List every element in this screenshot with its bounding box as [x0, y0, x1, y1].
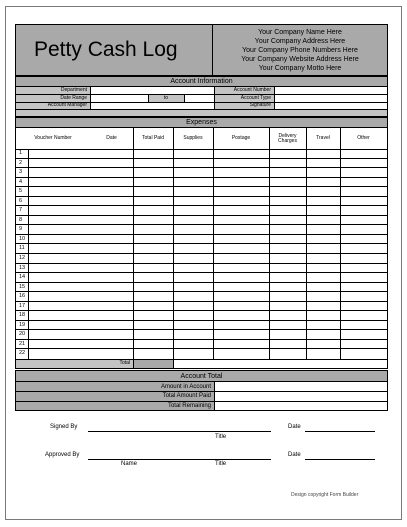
signature-label: Signature	[214, 102, 274, 110]
amount-in-account-label: Amount in Account	[16, 382, 214, 392]
row-number: 18	[19, 312, 26, 319]
title-box	[15, 24, 213, 76]
company-website: Your Company Website Address Here	[241, 55, 359, 63]
total-paid-cell[interactable]	[133, 359, 173, 368]
name-label: Name	[121, 461, 138, 467]
table-row[interactable]	[16, 283, 387, 293]
table-row[interactable]	[16, 273, 387, 283]
row-number: 22	[19, 350, 26, 357]
row-number: 21	[19, 340, 26, 347]
table-row[interactable]	[16, 254, 387, 264]
table-row[interactable]	[16, 216, 387, 226]
col-header-travel: Travel	[316, 135, 330, 141]
row-number: 9	[19, 226, 23, 233]
date-label-1: Date	[288, 424, 301, 430]
date-line-1[interactable]	[305, 431, 375, 432]
row-number: 7	[19, 207, 23, 214]
table-row[interactable]	[16, 168, 387, 178]
table-row[interactable]	[16, 235, 387, 245]
row-number: 4	[19, 178, 23, 185]
approved-by-label: Approved By	[45, 452, 80, 458]
row-number: 10	[19, 235, 26, 242]
page-title: Petty Cash Log	[34, 38, 178, 61]
row-number: 19	[19, 321, 26, 328]
total-amount-paid-label: Total Amount Paid	[16, 392, 214, 402]
row-number: 16	[19, 293, 26, 300]
total-label: Total	[16, 359, 133, 368]
signed-by-label: Signed By	[50, 424, 78, 430]
table-row[interactable]	[16, 292, 387, 302]
company-name: Your Company Name Here	[258, 28, 342, 36]
table-row[interactable]	[16, 321, 387, 331]
date-range-to-label: to	[148, 95, 184, 103]
row-number: 8	[19, 216, 23, 223]
signed-by-line[interactable]	[88, 431, 271, 432]
total-remaining-label: Total Remaining	[16, 401, 214, 410]
table-row[interactable]	[16, 244, 387, 254]
account-total-heading: Account Total	[15, 370, 388, 382]
row-number: 2	[19, 159, 23, 166]
row-number: 11	[19, 245, 25, 252]
company-phone: Your Company Phone Numbers Here	[242, 46, 358, 54]
row-number: 13	[19, 264, 26, 271]
row-number: 20	[19, 331, 26, 338]
row-number: 6	[19, 197, 23, 204]
expenses-heading: Expenses	[15, 117, 388, 128]
date-range-label: Date Range	[16, 95, 90, 103]
department-label: Department	[16, 87, 90, 95]
total-blank	[173, 359, 387, 368]
col-header-voucher-number: Voucher Number	[34, 135, 72, 141]
col-header-supplies: Supplies	[183, 135, 203, 141]
row-number: 15	[19, 283, 26, 290]
table-row[interactable]	[16, 340, 387, 350]
date-line-2[interactable]	[305, 459, 375, 460]
expenses-table	[15, 127, 388, 369]
table-row[interactable]	[16, 206, 387, 216]
table-row[interactable]	[16, 197, 387, 207]
table-row[interactable]	[16, 159, 387, 169]
account-type-label: Account Type	[214, 95, 274, 103]
company-info-box	[212, 24, 388, 76]
table-row[interactable]	[16, 264, 387, 274]
row-number: 14	[19, 274, 26, 281]
row-number: 3	[19, 169, 23, 176]
col-header-total-paid: Total Paid	[142, 135, 164, 141]
account-info-grid	[15, 86, 388, 117]
total-remaining-field[interactable]	[214, 401, 387, 410]
account-manager-label: Account Manager	[16, 102, 90, 110]
company-motto: Your Company Motto Here	[258, 64, 342, 72]
row-number: 17	[19, 302, 26, 309]
company-address: Your Company Address Here	[254, 37, 346, 45]
table-row[interactable]	[16, 349, 387, 359]
col-header-date: Date	[106, 135, 117, 141]
row-number: 5	[19, 188, 23, 195]
col-header-delivery-charges: Delivery Charges	[278, 132, 297, 144]
account-info-blank-row	[16, 110, 387, 117]
table-row[interactable]	[16, 311, 387, 321]
table-row[interactable]	[16, 178, 387, 188]
title-label-2: Title	[215, 461, 227, 467]
table-row[interactable]	[16, 187, 387, 197]
account-number-label: Account Number	[214, 87, 274, 95]
footer-credit: Design copyright Form Builder	[291, 492, 359, 498]
table-row[interactable]	[16, 330, 387, 340]
title-label-1: Title	[215, 434, 227, 440]
col-header-postage: Postage	[231, 135, 251, 141]
table-row[interactable]	[16, 225, 387, 235]
date-label-2: Date	[288, 452, 301, 458]
table-row[interactable]	[16, 149, 387, 159]
col-header-other: Other	[357, 135, 370, 141]
approved-by-line[interactable]	[88, 459, 271, 460]
row-number: 12	[19, 255, 26, 262]
account-total-grid	[15, 381, 388, 411]
row-number: 1	[19, 150, 23, 157]
account-info-heading: Account Information	[15, 76, 388, 87]
table-row[interactable]	[16, 302, 387, 312]
